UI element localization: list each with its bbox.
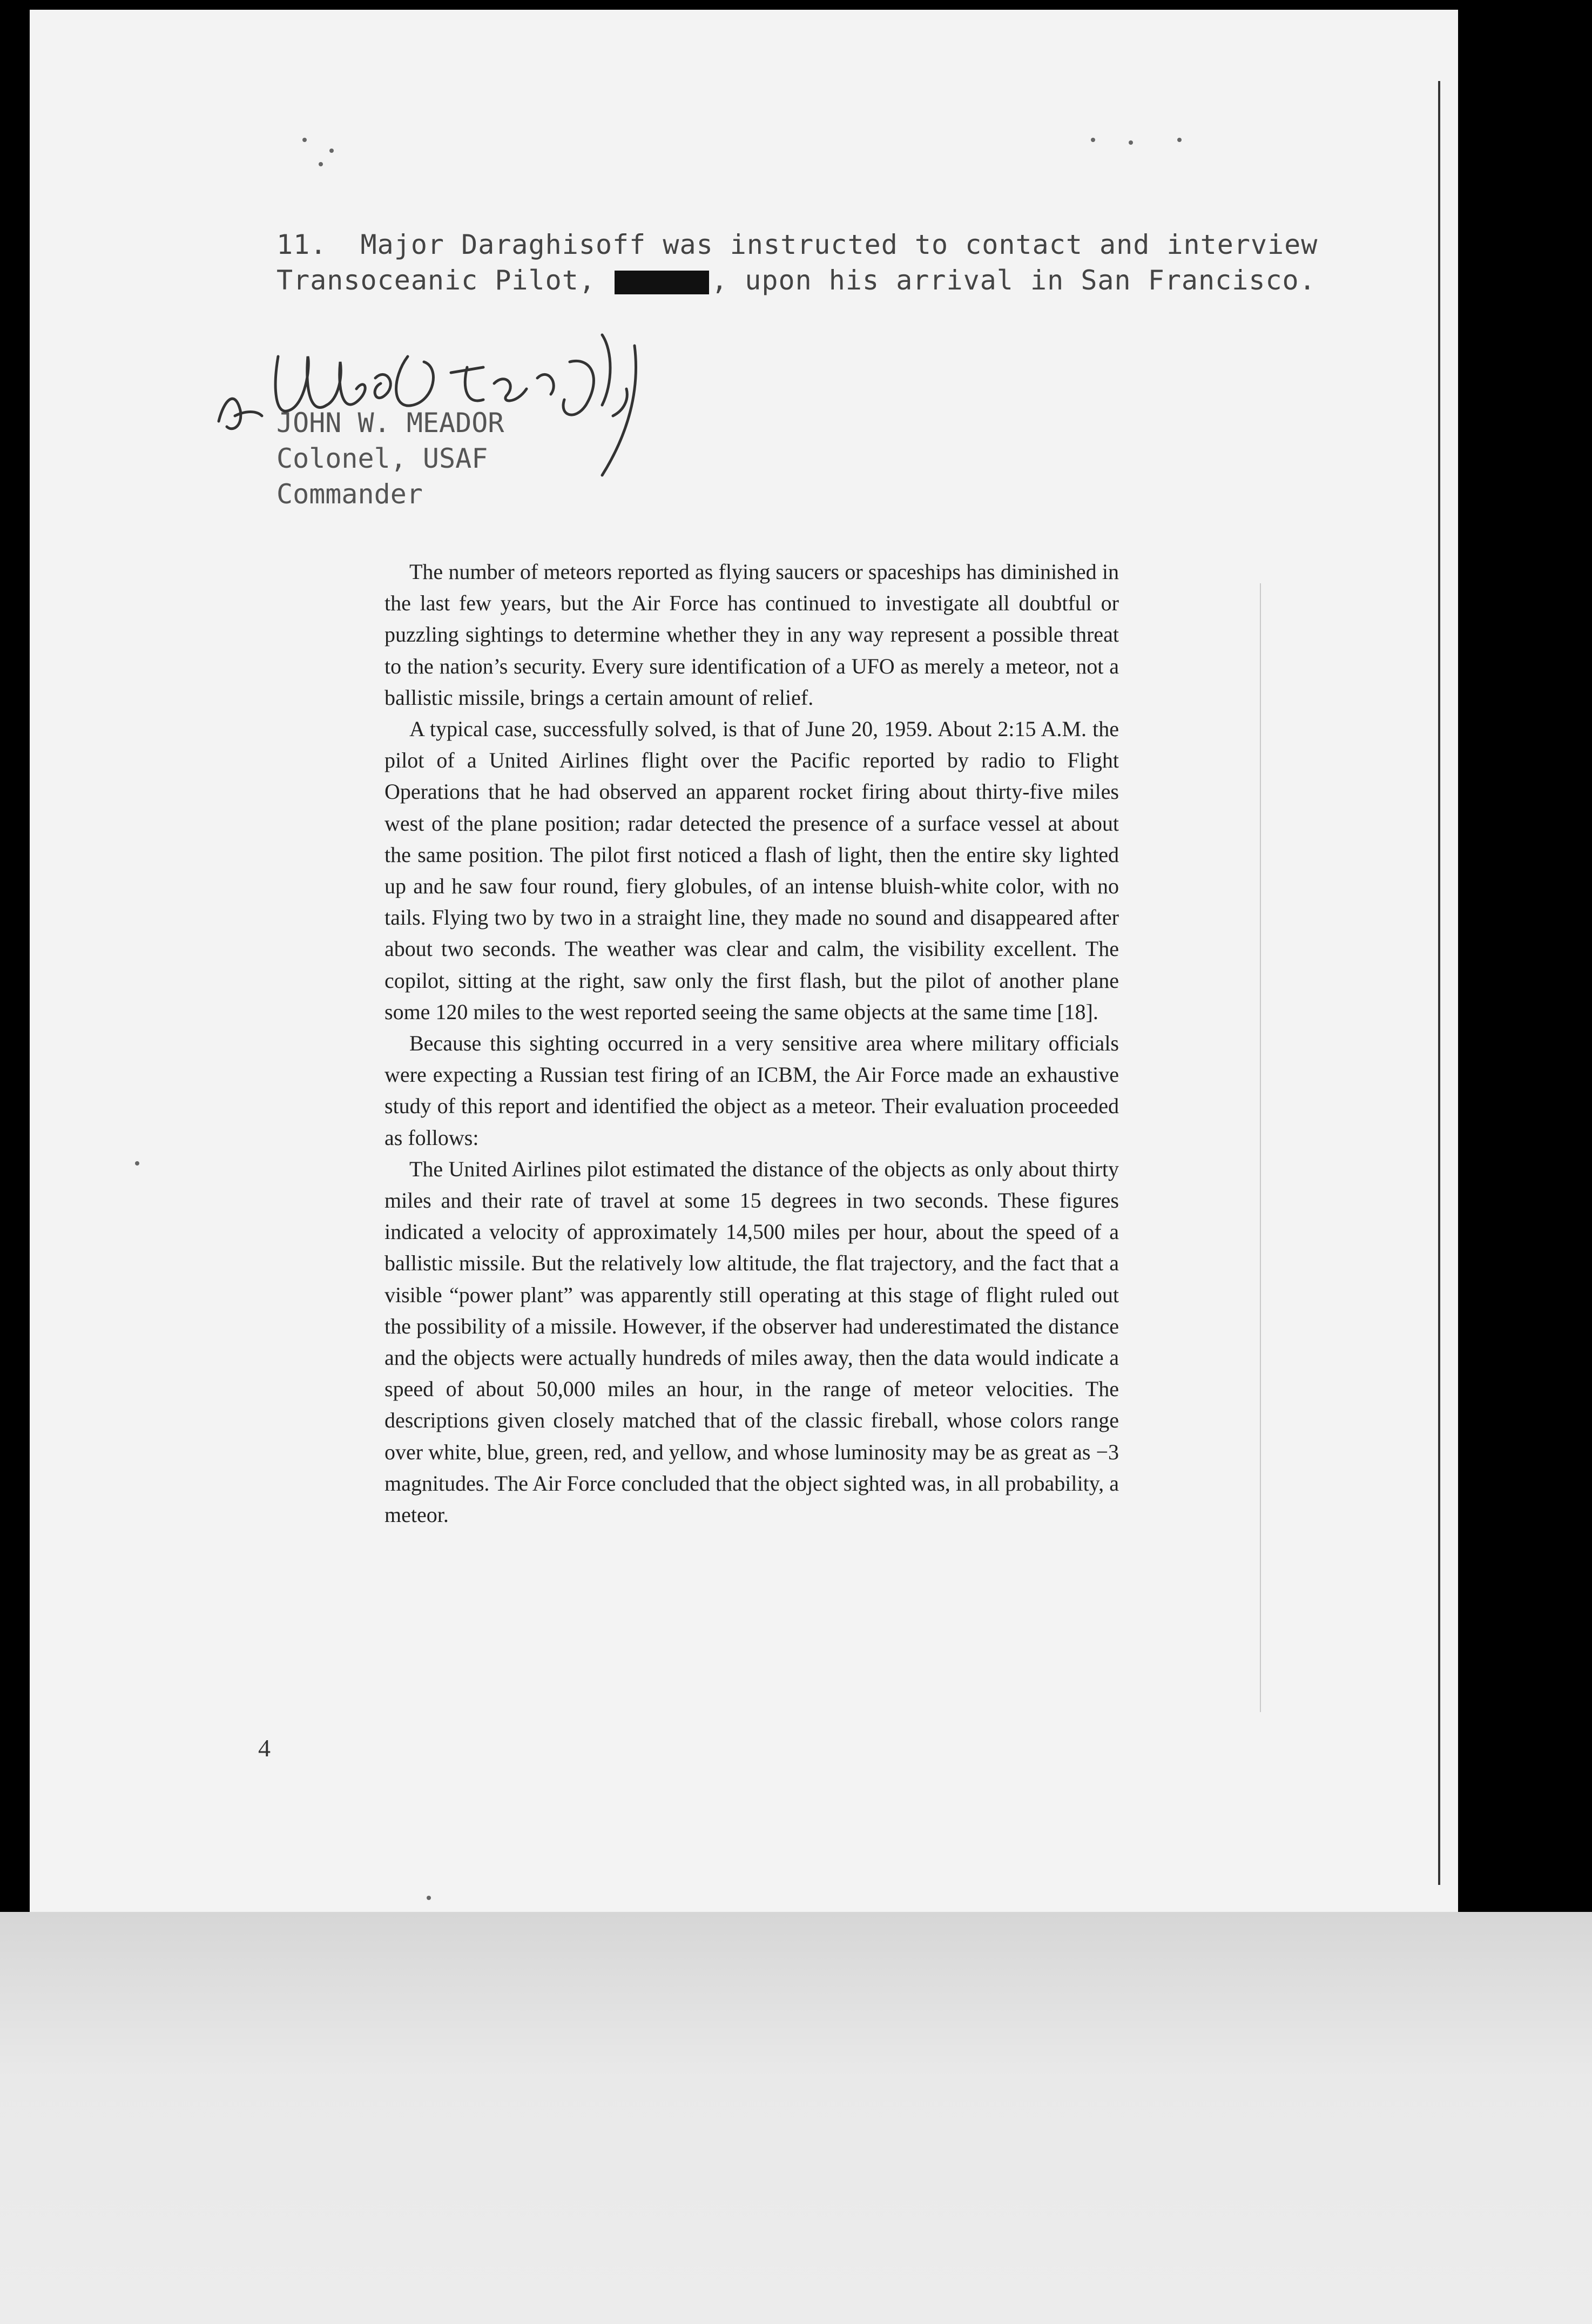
handwritten-signature xyxy=(213,324,689,486)
underlying-sheet xyxy=(0,1912,1592,2324)
book-paragraph-4: The United Airlines pilot estimated the distance of the objects as only about thirty miles and their rate of travel at some 15 degrees in two seconds. These figures indicated a velocity of approximately 14,500 miles per hour, about the speed of a ballistic missile. But the relatively low altitude, the flat trajectory, and the fact that a visible “power plant” was apparently still operating at this stage of flight ruled out the possibility of a missile. However, if the observer had underestimated the distance and the objects were actually hundreds of miles away, then the data would indicate a speed of about 50,000 miles an hour, in the range of meteor velocities. The descriptions given closely matched that of the classic fireball, whose colors range over white, blue, green, red, and yellow, and whose luminosity may be as great as −3 magnitudes. The Air Force concluded that the object sighted was, in all probability, a meteor. xyxy=(384,1156,1119,1527)
memo-paragraph xyxy=(276,227,1318,298)
memo-line-2 xyxy=(276,262,1316,298)
margin-rule xyxy=(1438,81,1440,1885)
book-paragraph-2: A typical case, successfully solved, is that of June 20, 1959. About 2:15 A.M. the pilot of a United Airlines flight over the Pacific reported by radio to Flight Operations that he had observed an apparent rocket firing about thirty-five miles west of the plane position; radar detected the presence of a surface vessel at about the same position. The pilot first noticed a flash of light, then the entire sky lighted up and he saw four round, fiery globules, of an intense bluish-white color, with no tails. Flying two by two in a straight line, they made no sound and disappeared after about two seconds. The weather was clear and calm, the visibility excellent. The copilot, sitting at the right, saw only the first flash, but the pilot of another plane some 120 miles to the west reported seeing the same objects at the same time [18]. xyxy=(384,717,1119,1024)
signer-rank: Colonel, USAF xyxy=(276,443,488,474)
redaction-bar xyxy=(615,271,709,294)
signer-name: JOHN W. MEADOR xyxy=(276,407,504,439)
memo-line-1: 11. Major Daraghisoff was instructed to contact and interview xyxy=(276,229,1318,260)
book-margin-rule xyxy=(1260,583,1261,1712)
book-paragraph-1: The number of meteors reported as flying saucers or spaceships has diminished in the last few years, but the Air Force has continued to investigate all doubtful or puzzling sightings to determine whether they in any way represent a possible threat to the nation’s security. Every sure identification of a UFO as merely a meteor, not a ballistic missile, brings a certain amount of relief. xyxy=(384,560,1119,710)
memo-line-2-start: Transoceanic Pilot, xyxy=(276,265,613,296)
signer-title: Commander xyxy=(276,479,423,510)
memo-line-2-end: , upon his arrival in San Francisco. xyxy=(711,265,1316,296)
book-excerpt xyxy=(384,556,1119,1531)
book-paragraph-3: Because this sighting occurred in a very sensitive area where military officials were expecting a Russian test firing of an ICBM, the Air Force made an exhaustive study of this report and identified the object as a meteor. Their evaluation proceeded as follows: xyxy=(384,1031,1119,1150)
page-number: 4 xyxy=(258,1734,271,1762)
